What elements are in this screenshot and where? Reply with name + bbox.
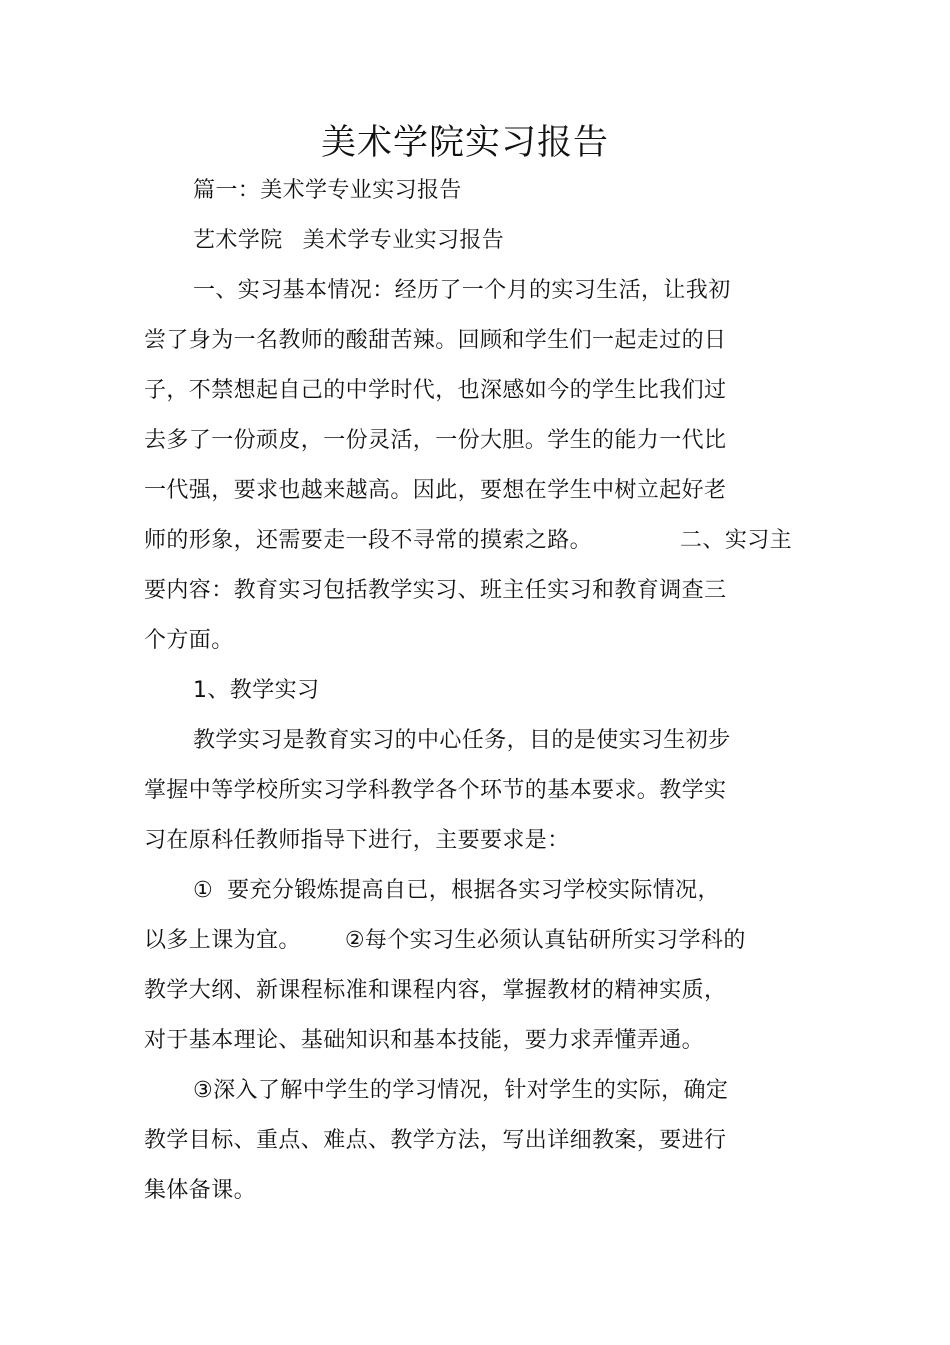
department-name: 艺术学院 <box>193 228 283 253</box>
paragraph-line: 去多了一份顽皮，一份灵活，一份大胆。学生的能力一代比 <box>144 428 727 453</box>
document-title: 美术学院实习报告 <box>320 123 609 163</box>
list-item-text: 要充分锻炼提高自已，根据各实习学校实际情况， <box>227 878 720 903</box>
paragraph-line: 个方面。 <box>144 628 234 653</box>
list-item-line: 教学目标、重点、难点、教学方法，写出详细教案，要进行 <box>144 1128 727 1153</box>
list-item-text: ②每个实习生必须认真钻研所实习学科的 <box>344 928 746 953</box>
list-item-line: 集体备课。 <box>144 1178 257 1203</box>
paragraph-line: 一、实习基本情况：经历了一个月的实习生活，让我初 <box>193 278 731 303</box>
paragraph-line-left: 师的形象，还需要走一段不寻常的摸索之路。 <box>144 528 593 553</box>
paragraph-line: 尝了身为一名教师的酸甜苦辣。回顾和学生们一起走过的日 <box>144 328 727 353</box>
paragraph-line: 教学实习是教育实习的中心任务，目的是使实习生初步 <box>193 728 731 753</box>
paragraph-line: 掌握中等学校所实习学科教学各个环节的基本要求。教学实 <box>144 778 727 803</box>
list-item-text: 以多上课为宜。 <box>144 928 301 953</box>
document-subtitle: 篇一：美术学专业实习报告 <box>193 178 462 203</box>
report-name: 美术学专业实习报告 <box>302 228 505 253</box>
list-item-line: ③深入了解中学生的学习情况，针对学生的实际，确定 <box>193 1078 729 1103</box>
paragraph-line: 要内容：教育实习包括教学实习、班主任实习和教育调查三 <box>144 578 727 603</box>
list-item-line <box>144 926 746 956</box>
list-marker: ① <box>193 878 214 903</box>
list-item-line <box>193 876 720 906</box>
list-item-line: 教学大纲、新课程标准和课程内容，掌握教材的精神实质， <box>144 978 727 1003</box>
paragraph-line: 习在原科任教师指导下进行，主要要求是： <box>144 828 570 853</box>
section-heading-inline: 二、实习主 <box>680 528 793 553</box>
paragraph-line <box>144 526 792 556</box>
department-line <box>193 226 504 256</box>
paragraph-line: 子，不禁想起自己的中学时代，也深感如今的学生比我们过 <box>144 378 727 403</box>
list-item-line: 对于基本理论、基础知识和基本技能，要力求弄懂弄通。 <box>144 1028 705 1053</box>
section-heading: 1、教学实习 <box>193 678 320 703</box>
paragraph-line: 一代强，要求也越来越高。因此，要想在学生中树立起好老 <box>144 478 727 503</box>
